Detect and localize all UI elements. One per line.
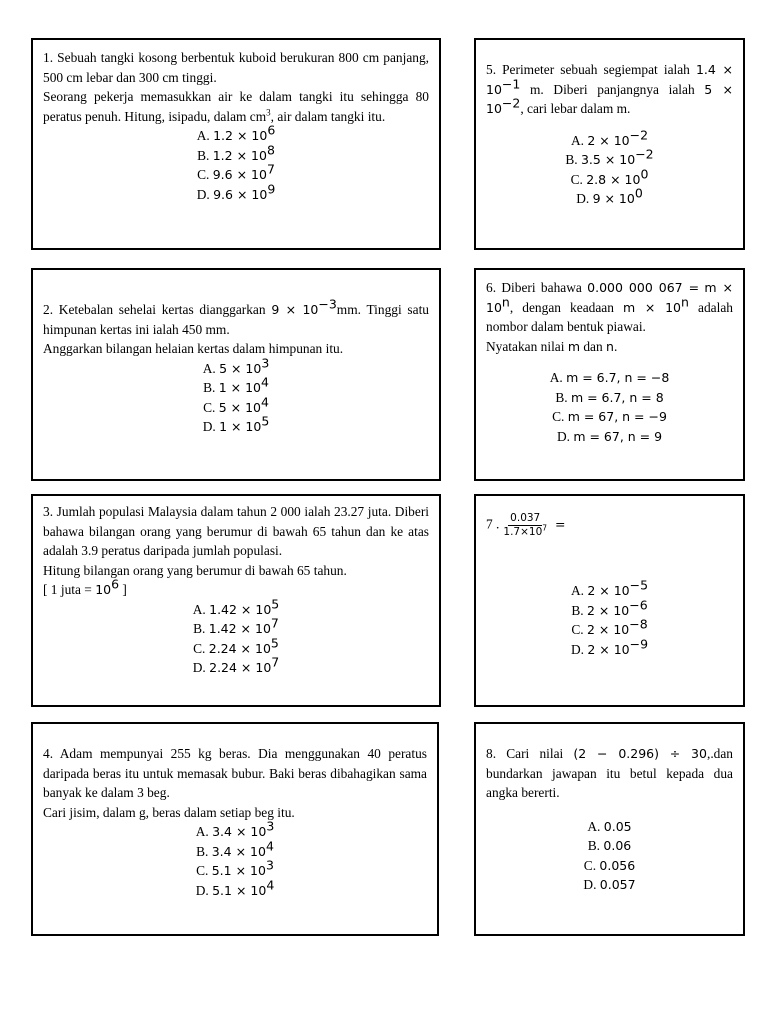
answer-options	[486, 817, 733, 895]
question-text: 8. Cari nilai (2 − 0.296) ÷ 30,.dan bundarkan jawapan itu betul kepada dua angka bererti.	[486, 746, 733, 800]
question-text: 4. Adam mempunyai 255 kg beras. Dia menggunakan 40 peratus daripada beras itu untuk memasak bubur. Baki beras dibahagikan sama banyak ke dalam 3 beg. Cari jisim, dalam g, beras dalam setiap beg itu.	[43, 746, 427, 820]
option-c[interactable]: C. 0.056	[583, 857, 636, 873]
question-text: 3. Jumlah populasi Malaysia dalam tahun 2 000 ialah 23.27 juta. Diberi bahawa bilangan orang yang berumur di bawah 65 tahun dan ke atas adalah 3.9 peratus daripada jumlah populasi. Hitung bilangan orang yang berumur di bawah 65 tahun. [ 1 juta = $10^6$ ]	[43, 504, 429, 597]
question-card-3	[31, 494, 441, 707]
option-b[interactable]: B. $2 \times 10^{-6}$	[571, 597, 648, 618]
option-c[interactable]: C. $9.6 \times 10^7$	[197, 161, 275, 182]
answer-options	[43, 355, 429, 437]
fraction: $\frac{0.037}{1.7\times 10^7}$	[503, 512, 548, 538]
answer-options	[43, 122, 429, 204]
option-d[interactable]: D. $9 \times 10^0$	[576, 185, 643, 206]
option-b[interactable]: B. $3.4 \times 10^4$	[196, 838, 274, 859]
option-d[interactable]: D. $5.1 \times 10^4$	[195, 877, 275, 898]
option-b[interactable]: B. m = 6.7, n = 8	[555, 389, 664, 405]
option-a[interactable]: A. $2 \times 10^{-5}$	[570, 577, 649, 598]
option-a[interactable]: A. $1.2 \times 10^6$	[196, 122, 276, 143]
option-d[interactable]: D. $2 \times 10^{-9}$	[570, 636, 649, 657]
option-c[interactable]: C. $2.24 \times 10^5$	[193, 635, 279, 656]
question-card-1	[31, 38, 441, 250]
option-d[interactable]: D. $2.24 \times 10^7$	[192, 654, 280, 675]
option-d[interactable]: D. m = 67, n = 9	[556, 428, 663, 444]
answer-options	[43, 596, 429, 678]
option-b[interactable]: B. $3.5 \times 10^{-2}$	[565, 146, 654, 167]
option-c[interactable]: C. $5.1 \times 10^3$	[196, 857, 274, 878]
option-c[interactable]: C. $2 \times 10^{-8}$	[571, 616, 648, 637]
option-a[interactable]: A. m = 6.7, n = −8	[549, 370, 670, 385]
option-a[interactable]: A. $2 \times 10^{-2}$	[570, 127, 649, 148]
option-c[interactable]: C. $2.8 \times 10^0$	[570, 166, 649, 187]
option-a[interactable]: A. $1.42 \times 10^5$	[192, 596, 280, 617]
answer-options	[486, 127, 733, 209]
question-text: 7 . $\frac{0.037}{1.7\times 10^7}$ =	[486, 512, 566, 538]
option-a[interactable]: A. $3.4 \times 10^3$	[195, 818, 275, 839]
option-b[interactable]: B. $1.2 \times 10^8$	[197, 142, 275, 163]
option-b[interactable]: B. 0.06	[587, 838, 632, 853]
question-card-5	[474, 38, 745, 250]
question-text: 6. Diberi bahawa 0.000 000 $067 = m \times 10^n$, dengan keadaan $m \times 10^n$ adalah nombor dalam bentuk piawai. Nyatakan nilai m dan n.	[486, 280, 734, 354]
question-card-4	[31, 722, 439, 936]
option-d[interactable]: D. 0.057	[583, 877, 636, 892]
option-a[interactable]: A. 0.05	[587, 818, 632, 834]
answer-options	[486, 368, 733, 446]
option-a[interactable]: A. $5 \times 10^3$	[202, 355, 270, 376]
answer-options	[486, 577, 733, 659]
option-d[interactable]: D. $9.6 \times 10^9$	[196, 181, 276, 202]
answer-options	[43, 818, 427, 900]
question-text: 1. Sebuah tangki kosong berbentuk kuboid berukuran 800 cm panjang, 500 cm lebar dan 300 cm tinggi. Seorang pekerja memasukkan air ke dalam tangki itu sehingga 80 peratus penuh. Hitung, isipadu, dalam $cm^3$, air dalam tangki itu.	[43, 50, 429, 124]
question-text: 2. Ketebalan sehelai kertas dianggarkan $9 \times 10^{-3}mm$. Tinggi satu himpunan kertas ini ialah 450 mm. Anggarkan bilangan helaian kertas dalam himpunan itu.	[43, 296, 430, 356]
option-b[interactable]: B. $1 \times 10^4$	[203, 374, 269, 395]
question-card-6	[474, 268, 745, 481]
question-text: 5. Perimeter sebuah segiempat ialah $1.4 \times 10^{-1}$ m. Diberi panjangnya ialah $5 \times 10^{-2}$, cari lebar dalam m.	[486, 62, 733, 116]
question-card-8	[474, 722, 745, 936]
option-c[interactable]: C. m = 67, n = −9	[552, 409, 667, 424]
option-c[interactable]: C. $5 \times 10^4$	[203, 394, 269, 415]
question-card-7	[474, 494, 745, 707]
option-d[interactable]: D. $1 \times 10^5$	[202, 413, 270, 434]
question-card-2	[31, 268, 441, 481]
option-b[interactable]: B. $1.42 \times 10^7$	[193, 615, 279, 636]
